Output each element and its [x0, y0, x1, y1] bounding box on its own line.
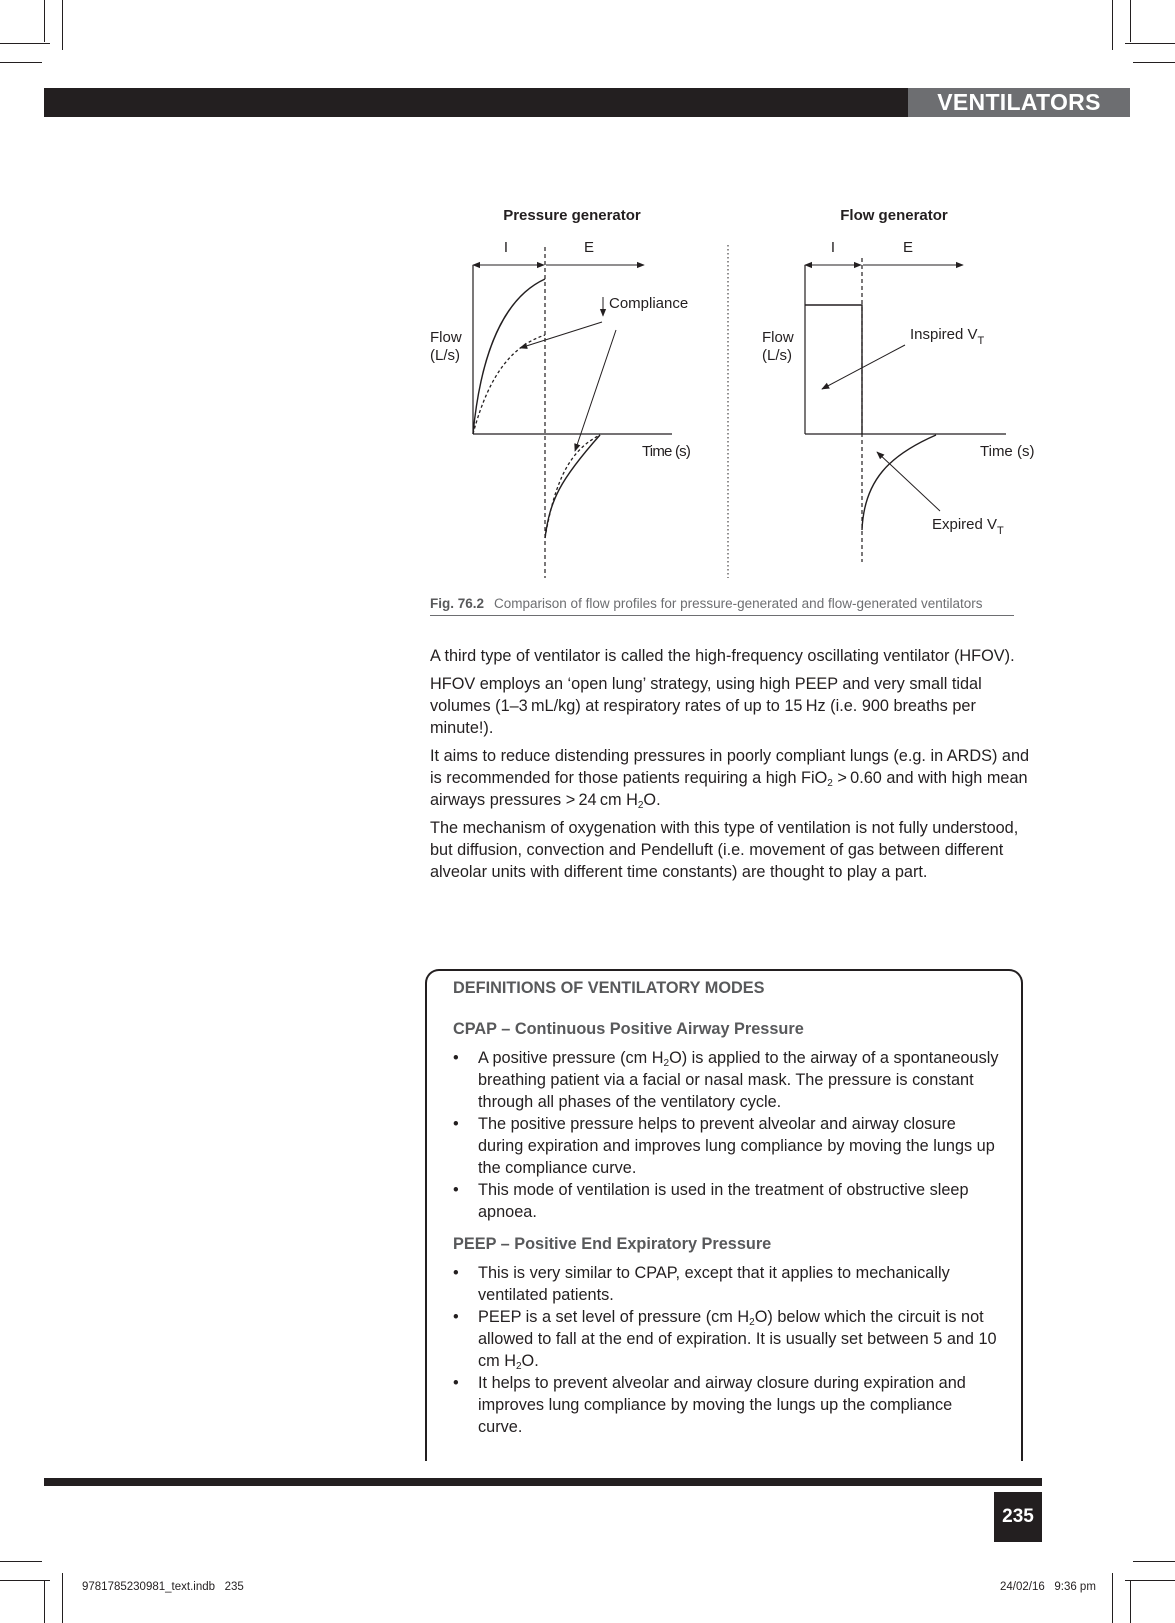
- crop-mark: [0, 1561, 42, 1562]
- pressure-generator-title: Pressure generator: [503, 207, 641, 224]
- right-phase-e-label: E: [902, 239, 914, 256]
- left-y-unit: (L/s): [430, 347, 460, 364]
- crop-mark: [1130, 0, 1131, 42]
- constant-inspiratory-flow: [805, 305, 862, 434]
- expiratory-flow-curve: [862, 435, 936, 530]
- inspired-vt-label: Inspired $V_T$: [910, 326, 985, 347]
- list-item: • This is very similar to CPAP, except that it applies to mechanically ventilated patients.: [453, 1264, 950, 1304]
- crop-mark: [1125, 43, 1175, 44]
- crop-mark: [44, 1581, 45, 1623]
- left-y-label: Flow: [430, 329, 462, 346]
- crop-mark: [1130, 1581, 1131, 1623]
- figure-caption-text: Comparison of flow profiles for pressure-generated and flow-generated ventilators: [494, 596, 983, 611]
- list-item: • The positive pressure helps to prevent alveolar and airway closure during expiration and improves lung compliance by moving the lungs up the compliance curve.: [453, 1115, 995, 1177]
- inspiratory-flow-curve-reduced-compliance: [473, 335, 545, 434]
- right-x-label: Time (s): [980, 443, 1035, 460]
- left-phase-i-label: I: [503, 239, 509, 256]
- peep-list: [453, 1262, 1001, 1438]
- expiratory-flow-curve-normal: [545, 435, 600, 538]
- flow-generator-title: Flow generator: [840, 207, 948, 224]
- crop-mark: [1133, 62, 1175, 63]
- left-phase-e-label: E: [583, 239, 595, 256]
- compliance-arrow-inspiratory: [520, 322, 602, 348]
- page-number: 235: [994, 1492, 1042, 1542]
- list-item: • A positive pressure (cm $H_2O$) is applied to the airway of a spontaneously breathing patient via a facial or nasal mask. The pressure is constant through all phases of the ventilatory cycle.: [453, 1049, 999, 1111]
- crop-mark: [1112, 1573, 1113, 1623]
- crop-mark: [0, 43, 50, 44]
- crop-mark: [1125, 1580, 1175, 1581]
- paragraph: A third type of ventilator is called the high-frequency oscillating ventilator (HFOV).: [430, 647, 1015, 665]
- compliance-label: Compliance: [609, 295, 689, 312]
- crop-mark: [1133, 1561, 1175, 1562]
- inspired-vt-arrow: [822, 345, 905, 389]
- footer-bar: [44, 1478, 1042, 1486]
- crop-mark: [62, 0, 63, 50]
- paragraph: HFOV employs an ‘open lung’ strategy, using high PEEP and very small tidal volumes (1–3 mL/kg) at respiratory rates of up to 15 Hz (i.e. 900 breaths per minute!).: [430, 675, 982, 737]
- cpap-heading: CPAP – Continuous Positive Airway Pressure: [453, 1020, 804, 1038]
- right-phase-i-label: I: [830, 239, 836, 256]
- right-y-unit: (L/s): [762, 347, 792, 364]
- paragraph: The mechanism of oxygenation with this type of ventilation is not fully understood, but diffusion, convection and Pendelluft (i.e. movement of gas between different alveolar units with different time constants) are thought to play a part.: [430, 819, 1019, 881]
- definitions-box: [425, 969, 1023, 1461]
- crop-mark: [62, 1573, 63, 1623]
- paragraph: It aims to reduce distending pressures in poorly compliant lungs (e.g. in ARDS) and is recommended for those patients requiring a high FiO$_2$ > 0.60 and with high mean airways pressures > 24 cm $H_2O$.: [430, 747, 1030, 811]
- right-y-label: Flow: [762, 329, 794, 346]
- slug-right: 24/02/16 9:36 pm: [1000, 1581, 1096, 1593]
- figure-caption: [430, 596, 1014, 616]
- body-text: [430, 645, 1040, 889]
- list-item: • PEEP is a set level of pressure (cm $H_2O$) below which the circuit is not allowed to fall at the end of expiration. It is usually set between 5 and 10 cm $H_2O$.: [453, 1308, 997, 1372]
- crop-mark: [44, 0, 45, 42]
- expired-vt-arrow: [877, 452, 940, 511]
- figure-number: Fig. 76.2: [430, 596, 485, 611]
- compliance-arrow-expiratory: [575, 330, 616, 451]
- expired-vt-label: Expired $V_T$: [932, 516, 1004, 537]
- list-item: • This mode of ventilation is used in the treatment of obstructive sleep apnoea.: [453, 1181, 969, 1221]
- section-title: VENTILATORS: [908, 88, 1130, 117]
- crop-mark: [1112, 0, 1113, 50]
- left-x-label: Time (s): [642, 443, 691, 460]
- slug-left: 9781785230981_text.indb 235: [82, 1581, 244, 1593]
- list-item: • It helps to prevent alveolar and airway closure during expiration and improves lung compliance by moving the lungs up the compliance curve.: [453, 1374, 966, 1436]
- cpap-list: [453, 1047, 1001, 1223]
- peep-heading: PEEP – Positive End Expiratory Pressure: [453, 1235, 772, 1253]
- flow-profile-figure: [420, 200, 1040, 580]
- header-bar: [44, 88, 908, 117]
- crop-mark: [0, 1580, 50, 1581]
- expiratory-flow-curve-reduced-compliance: [545, 435, 600, 538]
- inspiratory-flow-curve-normal: [473, 279, 545, 434]
- definitions-title: DEFINITIONS OF VENTILATORY MODES: [453, 979, 765, 997]
- crop-mark: [0, 62, 42, 63]
